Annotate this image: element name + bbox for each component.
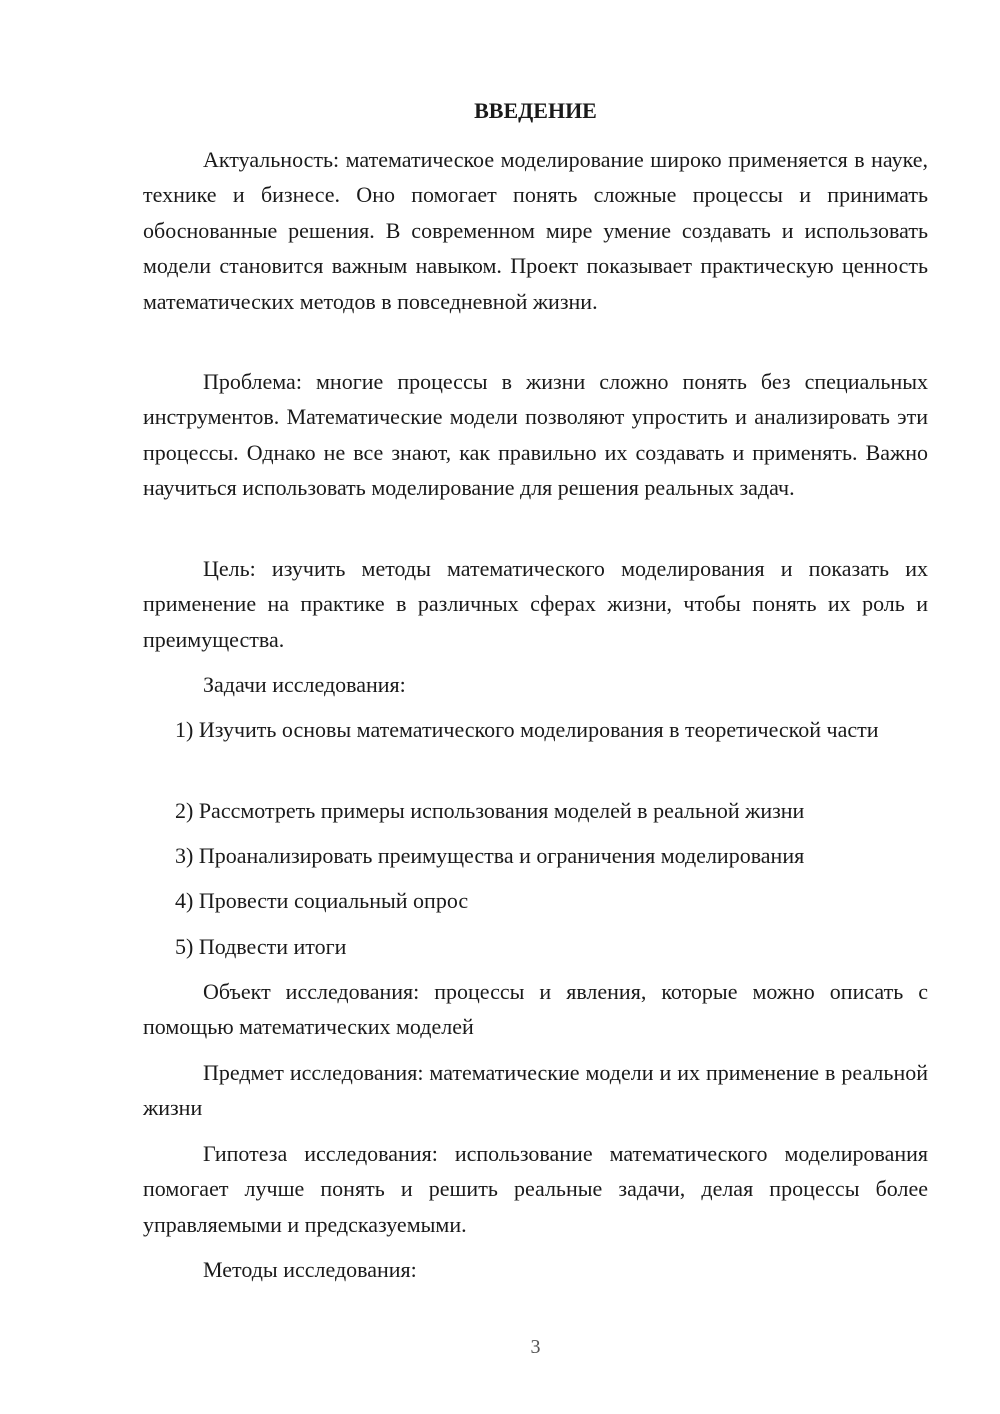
page-number: 3	[530, 1336, 541, 1358]
paragraph-relevance: Актуальность: математическое моделирование широко применяется в науке, технике и бизнесе. Оно помогает понять сложные процессы и принимать обоснованные решения. В современном мире умение создавать и использовать модели становится важным навыком. Проект показывает практическую ценность математических методов в повседневной жизни.	[143, 147, 928, 314]
paragraph-subject: Предмет исследования: математические модели и их применение в реальной жизни	[143, 1060, 928, 1121]
page-title: ВВЕДЕНИЕ	[474, 98, 597, 123]
task-item-2: 2) Рассмотреть примеры использования моделей в реальной жизни	[175, 798, 805, 823]
task-item-3: 3) Проанализировать преимущества и ограничения моделирования	[175, 843, 805, 868]
tasks-heading: Задачи исследования:	[203, 672, 406, 697]
paragraph-hypothesis: Гипотеза исследования: использование математического моделирования помогает лучше понять и решить реальные задачи, делая процессы более управляемыми и предсказуемыми.	[143, 1141, 928, 1237]
methods-heading: Методы исследования:	[203, 1257, 417, 1282]
paragraph-problem: Проблема: многие процессы в жизни сложно понять без специальных инструментов. Математические модели позволяют упростить и анализировать эти процессы. Однако не все знают, как правильно их создавать и применять. Важно научиться использовать моделирование для решения реальных задач.	[143, 369, 928, 501]
paragraph-object: Объект исследования: процессы и явления, которые можно описать с помощью математических моделей	[143, 979, 928, 1040]
task-item-4: 4) Провести социальный опрос	[175, 888, 469, 913]
paragraph-goal: Цель: изучить методы математического моделирования и показать их применение на практике в различных сферах жизни, чтобы понять их роль и преимущества.	[143, 556, 928, 652]
task-item-1: 1) Изучить основы математического моделирования в теоретической части	[175, 717, 879, 742]
task-item-5: 5) Подвести итоги	[175, 934, 347, 959]
